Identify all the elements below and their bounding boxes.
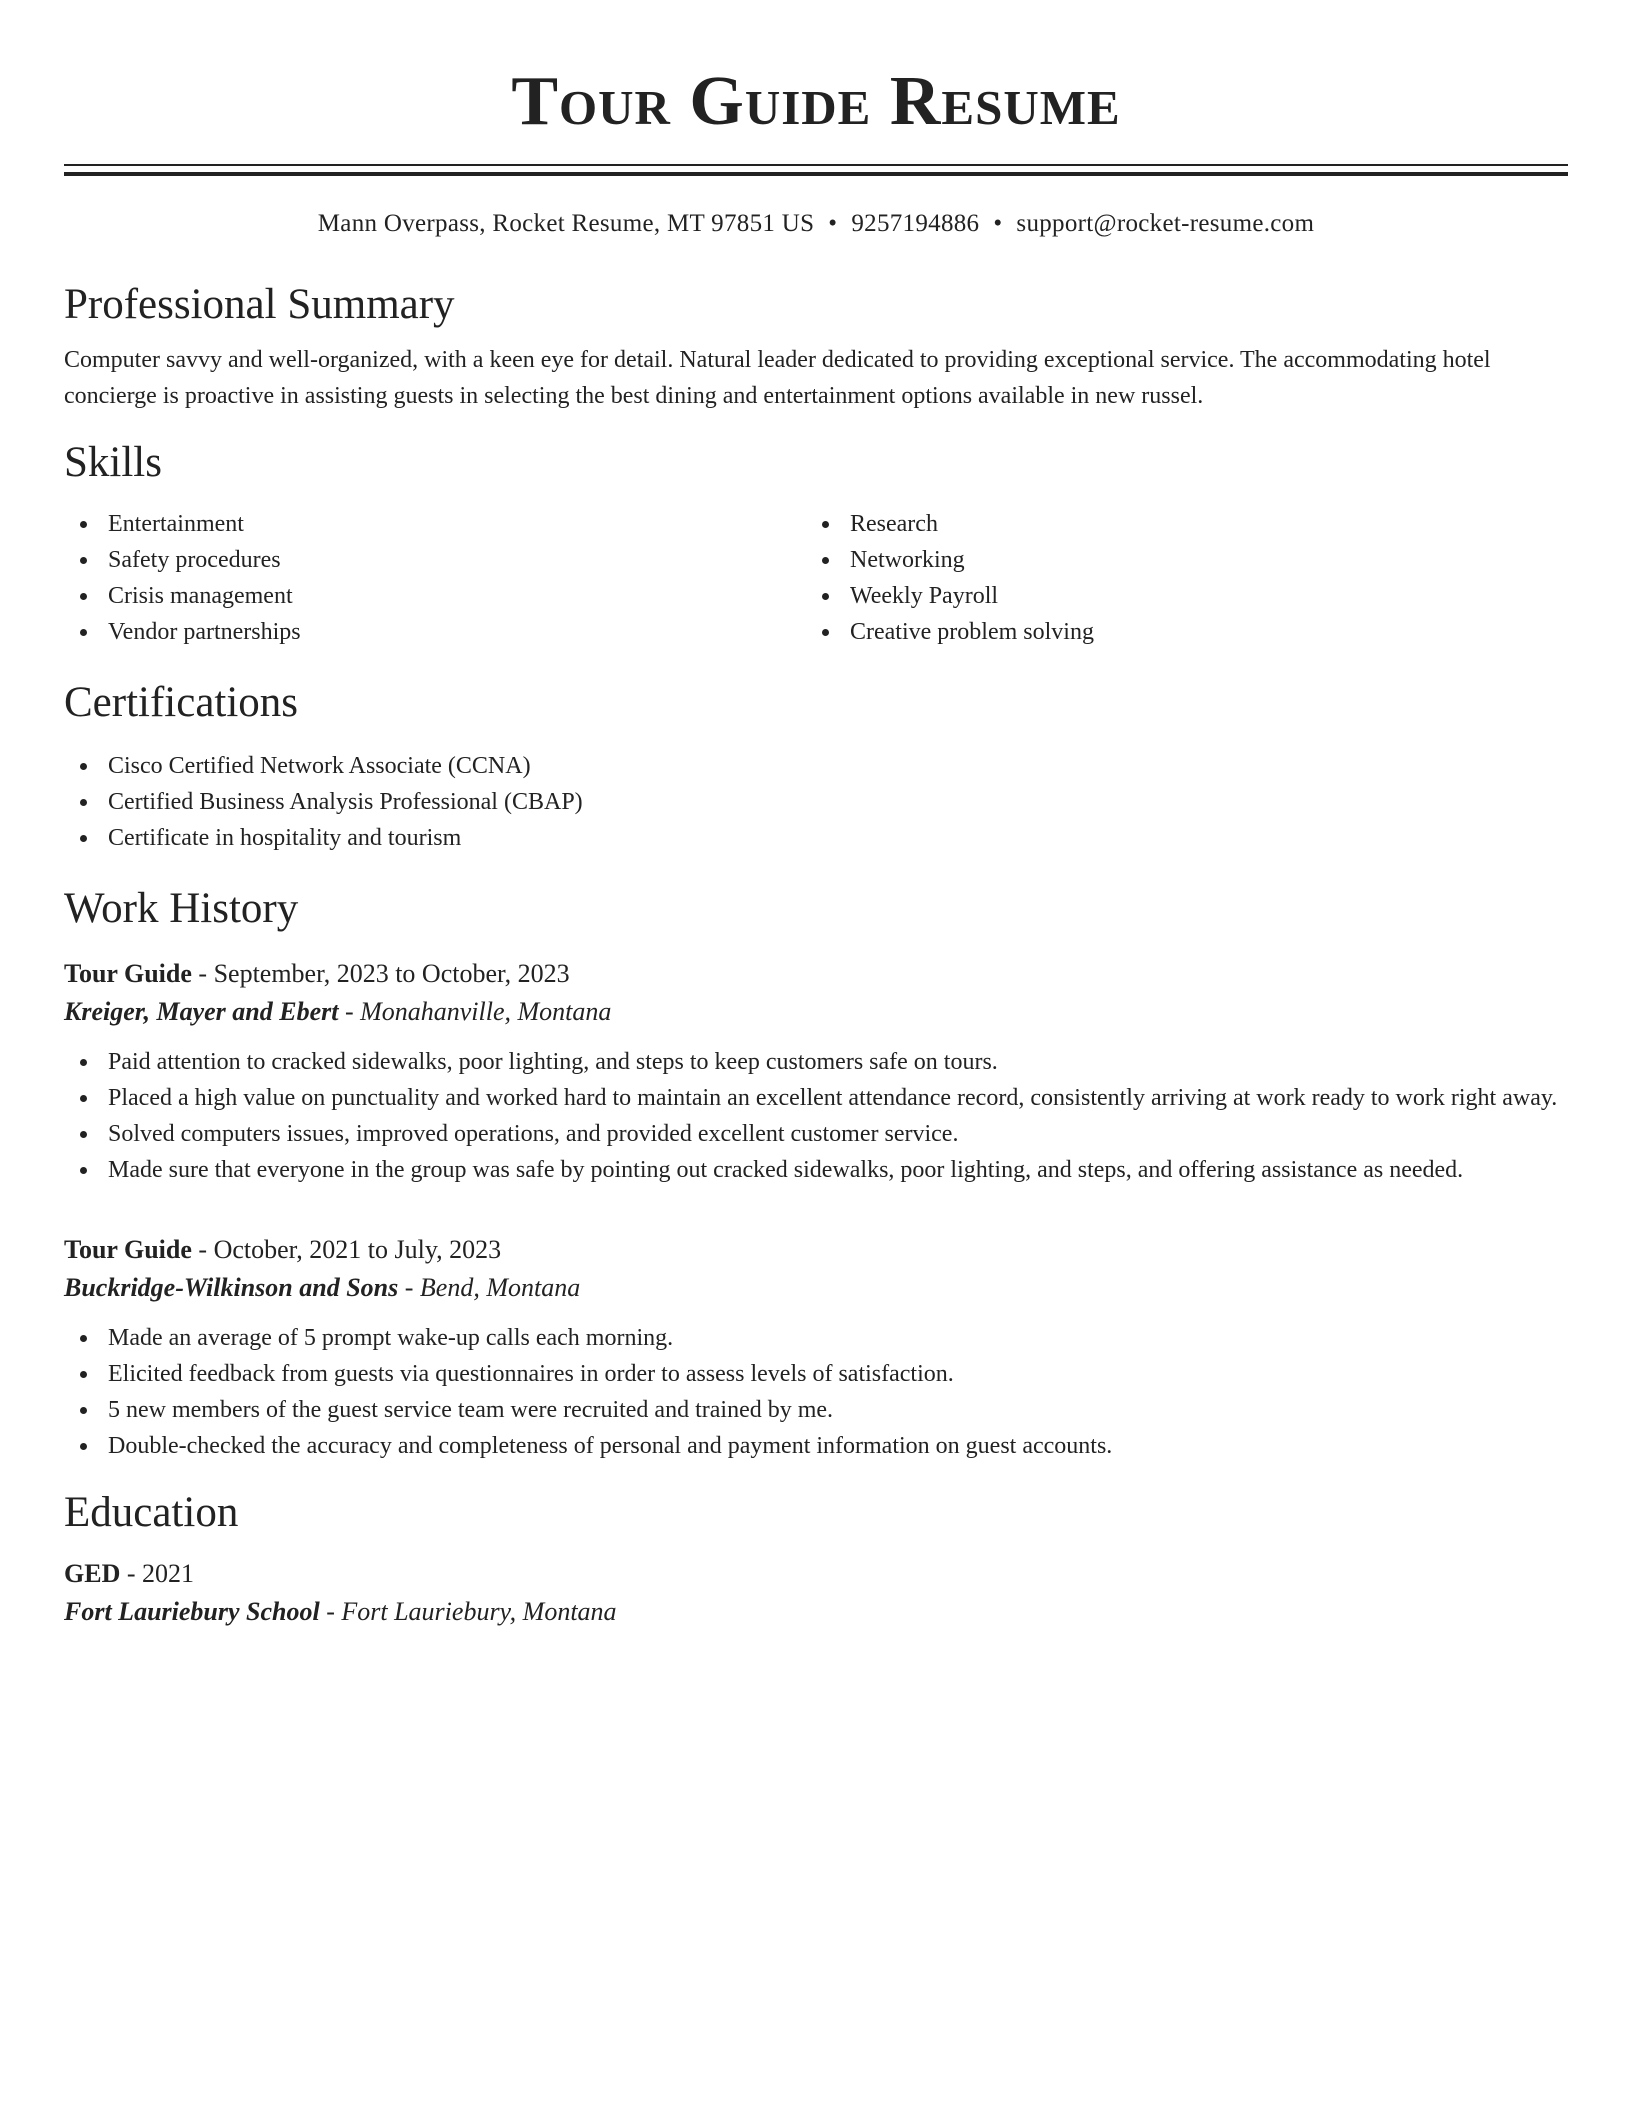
contact-separator: • <box>828 210 838 237</box>
job-dates: - October, 2021 to July, 2023 <box>191 1235 502 1264</box>
job-duties-list <box>64 1044 1568 1188</box>
degree-name: GED <box>64 1559 121 1588</box>
job-duty: Made sure that everyone in the group was safe by pointing out cracked sidewalks, poor lighting, and steps, and offering assistance as needed. <box>64 1152 1568 1188</box>
job-duty: Elicited feedback from guests via questionnaires in order to assess levels of satisfaction. <box>64 1356 1568 1392</box>
employer-name: Kreiger, Mayer and Ebert <box>64 997 339 1026</box>
skill-item: Research <box>806 506 1548 542</box>
school-name: Fort Lauriebury School <box>64 1597 320 1626</box>
job-title-line <box>64 1232 1568 1268</box>
contact-separator: • <box>993 210 1003 237</box>
contact-phone: 9257194886 <box>851 210 980 237</box>
skill-item: Creative problem solving <box>806 614 1548 650</box>
job-duty: Made an average of 5 prompt wake-up calls each morning. <box>64 1320 1568 1356</box>
skill-item: Crisis management <box>64 578 806 614</box>
job-title-line <box>64 956 1568 992</box>
skills-heading: Skills <box>64 439 162 486</box>
job-duty: Paid attention to cracked sidewalks, poor lighting, and steps to keep customers safe on tours. <box>64 1044 1568 1080</box>
job-title: Tour Guide <box>64 959 192 988</box>
degree-year: - 2021 <box>120 1559 195 1588</box>
resume-page <box>64 0 1568 1632</box>
education-heading: Education <box>64 1489 239 1536</box>
job-dates: - September, 2023 to October, 2023 <box>191 959 570 988</box>
contact-email: support@rocket-resume.com <box>1016 210 1315 237</box>
title-divider-thin <box>64 164 1568 166</box>
skills-list-right <box>806 506 1548 650</box>
certification-item: Certificate in hospitality and tourism <box>64 820 1568 856</box>
job-entry <box>64 956 1568 1188</box>
skill-item: Vendor partnerships <box>64 614 806 650</box>
employer-location: - Monahanville, Montana <box>338 997 612 1026</box>
degree-line <box>64 1556 1568 1592</box>
employer-line <box>64 992 1568 1032</box>
job-duty: 5 new members of the guest service team were recruited and trained by me. <box>64 1392 1568 1428</box>
certifications-list <box>64 748 1568 856</box>
skill-item: Entertainment <box>64 506 806 542</box>
job-duties-list <box>64 1320 1568 1464</box>
skills-grid <box>64 506 1568 650</box>
contact-line <box>64 208 1568 240</box>
title-divider-thick <box>64 172 1568 176</box>
resume-title: Tour Guide Resume <box>511 63 1121 140</box>
job-entry <box>64 1232 1568 1464</box>
certifications-heading: Certifications <box>64 679 299 726</box>
certification-item: Cisco Certified Network Associate (CCNA) <box>64 748 1568 784</box>
skill-item: Weekly Payroll <box>806 578 1548 614</box>
skill-item: Networking <box>806 542 1548 578</box>
school-location: - Fort Lauriebury, Montana <box>319 1597 617 1626</box>
summary-heading: Professional Summary <box>64 281 455 328</box>
employer-line <box>64 1268 1568 1308</box>
school-line <box>64 1592 1568 1632</box>
certification-item: Certified Business Analysis Professional (CBAP) <box>64 784 1568 820</box>
skills-list-left <box>64 506 806 650</box>
work-history-heading: Work History <box>64 885 299 932</box>
job-duty: Placed a high value on punctuality and worked hard to maintain an excellent attendance record, consistently arriving at work ready to work right away. <box>64 1080 1568 1116</box>
job-duty: Double-checked the accuracy and completeness of personal and payment information on guest accounts. <box>64 1428 1568 1464</box>
job-duty: Solved computers issues, improved operations, and provided excellent customer service. <box>64 1116 1568 1152</box>
job-title: Tour Guide <box>64 1235 192 1264</box>
employer-location: - Bend, Montana <box>398 1273 581 1302</box>
skill-item: Safety procedures <box>64 542 806 578</box>
employer-name: Buckridge-Wilkinson and Sons <box>64 1273 399 1302</box>
summary-text: Computer savvy and well-organized, with a keen eye for detail. Natural leader dedicated to providing exceptional service. The accommodating hotel concierge is proactive in assisting guests in selecting the best dining and entertainment options available in new russel. <box>64 347 1491 409</box>
contact-address: Mann Overpass, Rocket Resume, MT 97851 US <box>317 210 815 237</box>
education-entry <box>64 1556 1568 1632</box>
